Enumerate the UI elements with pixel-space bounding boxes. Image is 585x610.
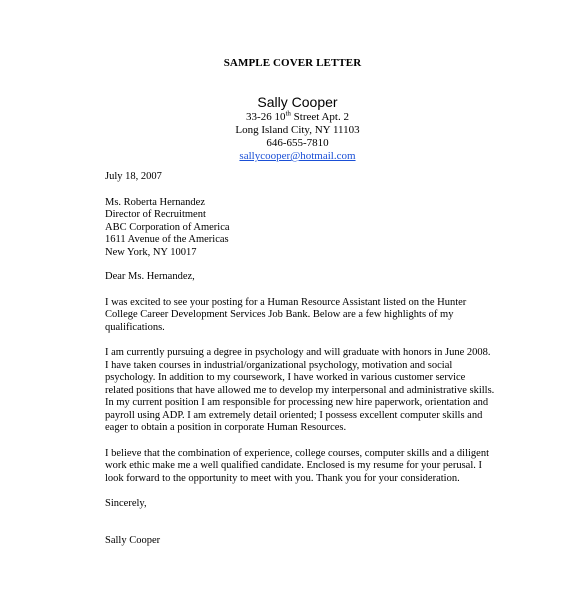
letter-body <box>105 171 495 560</box>
body-paragraph: I was excited to see your posting for a Human Resource Assistant listed on the Hunter College Career Development Services Job Bank. Below are a few highlights of my qualifications. <box>105 296 467 333</box>
sender-street <box>0 111 585 124</box>
recipient-city: New York, NY 10017 <box>105 246 197 258</box>
sender-name: Sally Cooper <box>257 94 338 110</box>
recipient-company: ABC Corporation of America <box>105 221 230 233</box>
recipient-name: Ms. Roberta Hernandez <box>105 196 206 208</box>
sender-street-sup: th <box>285 109 291 118</box>
closing: Sincerely, <box>105 498 147 509</box>
sender-city: Long Island City, NY 11103 <box>235 124 360 136</box>
sender-header <box>0 94 585 163</box>
sender-phone: 646-655-7810 <box>266 137 329 149</box>
document-title: SAMPLE COVER LETTER <box>223 57 362 69</box>
sender-email-link[interactable]: sallycooper@hotmail.com <box>239 150 356 162</box>
recipient-street: 1611 Avenue of the Americas <box>105 234 229 245</box>
sender-street-suffix: Street Apt. 2 <box>290 111 349 123</box>
sender-street-prefix: 33-26 10 <box>246 111 286 123</box>
body-paragraph: I believe that the combination of experience, college courses, computer skills and a diligent work ethic make me a well qualified candidate. Enclosed is my resume for your perusal. I look forward to the opportunity to meet with you. Thank you for your consideration. <box>105 447 489 484</box>
letter-date: July 18, 2007 <box>105 171 162 182</box>
recipient-title: Director of Recruitment <box>105 209 206 220</box>
body-paragraph: I am currently pursuing a degree in psychology and will graduate with honors in June 2008. I have taken courses in industrial/organizational psychology, motivation and social psychology. In addition to my coursework, I have worked in various customer service related positions that have allowed me to develop my interpersonal and administrative skills. In my current position I am responsible for processing new hire paperwork, orientation and payroll using ADP. I am extremely detail oriented; I possess excellent computer skills and eager to obtain a position in corporate Human Resources. <box>105 347 495 433</box>
recipient-address <box>105 197 495 260</box>
signature-name: Sally Cooper <box>105 534 161 546</box>
salutation: Dear Ms. Hernandez, <box>105 271 195 282</box>
